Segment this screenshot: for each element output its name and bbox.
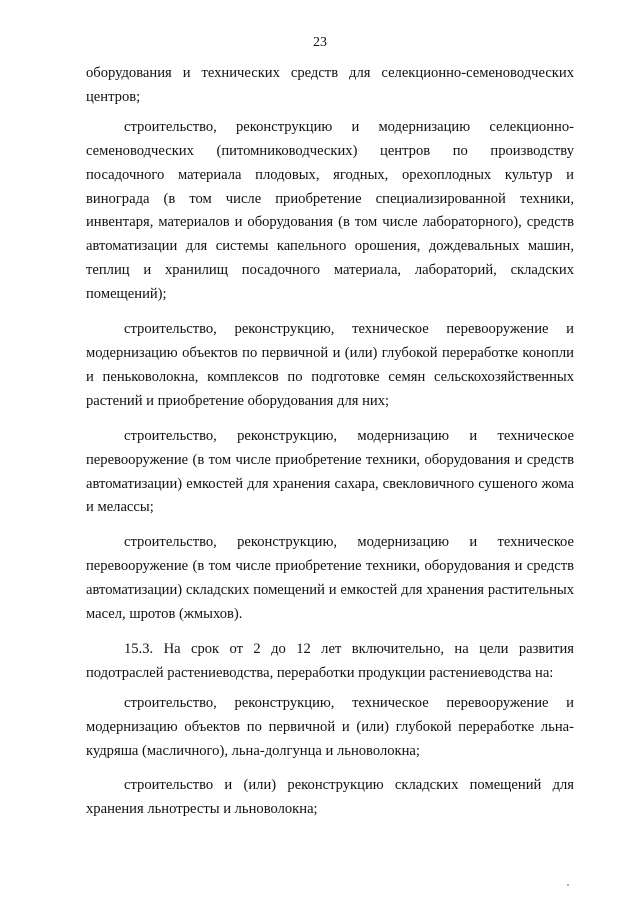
paragraph-flax-processing: строительство, реконструкцию, техническое перевооружение и модернизацию объектов по первичной и (или) глубокой переработке льна-кудряша (масличного), льна-долгунца и льноволокна;: [86, 694, 574, 759]
paragraph-flax-storage: строительство и (или) реконструкцию складских помещений для хранения льнотресты и льноволокна;: [86, 777, 574, 818]
scan-speck: [567, 884, 569, 886]
page-number: 23: [313, 35, 327, 50]
paragraph-sugar-storage: строительство, реконструкцию, модернизацию и техническое перевооружение (в том числе приобретение техники, оборудования и средств автоматизации) емкостей для хранения сахара, свекловичного сушеного жома и мелассы;: [86, 427, 574, 516]
paragraph-oil-storage: строительство, реконструкцию, модернизацию и техническое перевооружение (в том числе приобретение техники, оборудования и средств автоматизации) складских помещений и емкостей для хранения растительных масел, шротов (жмыхов).: [86, 534, 574, 623]
paragraph-hemp-processing: строительство, реконструкцию, техническое перевооружение и модернизацию объектов по первичной и (или) глубокой переработке конопли и пеньковолокна, комплексов по подготовке семян сельскохозяйственных растений и приобретение оборудования для них;: [86, 321, 574, 409]
document-body: [86, 62, 574, 833]
paragraph-equipment-breeding-centers: оборудования и технических средств для селекционно-семеноводческих центров;: [86, 65, 574, 105]
paragraph-section-15-3: 15.3. На срок от 2 до 12 лет включительно, на цели развития подотраслей растениеводства, переработки продукции растениеводства на:: [86, 640, 574, 681]
paragraph-nursery-centers: строительство, реконструкцию и модернизацию селекционно-семеноводческих (питомниководческих) центров по производству посадочного материала плодовых, ягодных, орехоплодных культур и винограда (в том числе приобретение специализированной техники, инвентаря, материалов и оборудования (в том числе лабораторного), средств автоматизации для системы капельного орошения, дождевальных машин, теплиц и хранилищ посадочного материала, лабораторий, складских помещений);: [86, 118, 574, 303]
